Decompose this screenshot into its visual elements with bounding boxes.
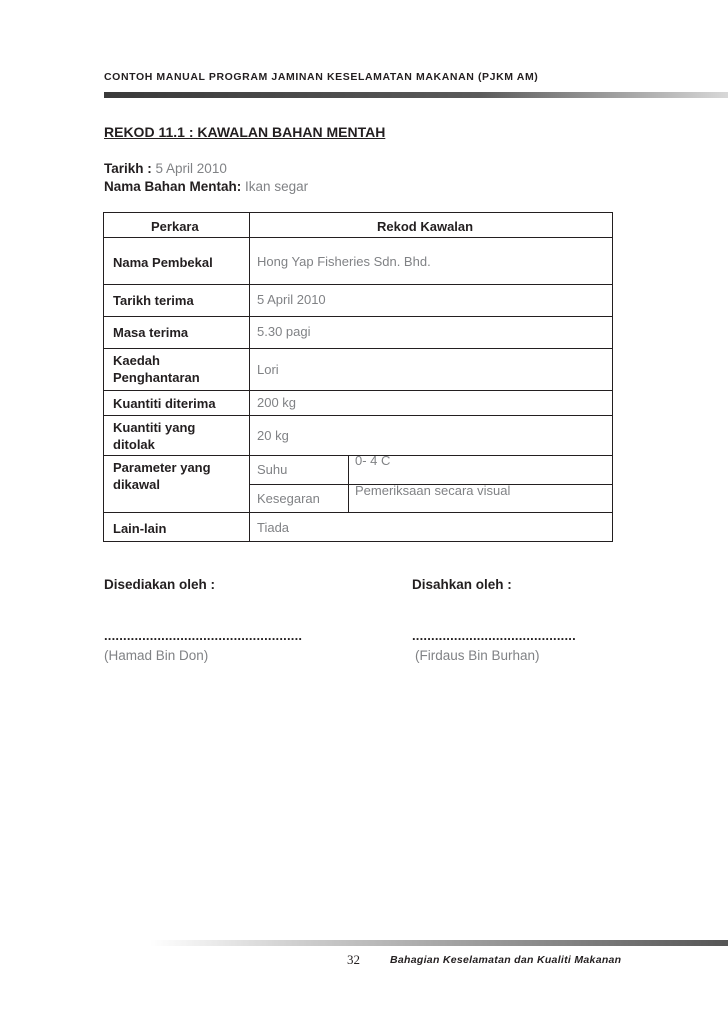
approved-by-label: Disahkan oleh : (412, 577, 512, 592)
param-freshness: Kesegaran (257, 491, 320, 506)
header-perkara: Perkara (151, 219, 199, 234)
material-line (104, 179, 308, 194)
row-value-delivery-method: Lori (257, 362, 279, 377)
page-number: 32 (347, 952, 360, 967)
header-rekod-kawalan: Rekod Kawalan (377, 219, 474, 234)
param-freshness-value: Pemeriksaan secara visual (355, 483, 511, 498)
header-rule (104, 92, 728, 98)
row-label-received-time: Masa terima (113, 325, 189, 340)
row-label-received-date: Tarikh terima (113, 293, 194, 308)
record-title: REKOD 11.1 : KAWALAN BAHAN MENTAH (104, 124, 386, 140)
row-value-received-time: 5.30 pagi (257, 324, 311, 339)
row-label-quantity-rejected: Kuantiti yang ditolak (113, 420, 196, 452)
row-value-others: Tiada (257, 520, 290, 535)
footer-rule (150, 940, 728, 946)
param-temperature: Suhu (257, 462, 288, 477)
row-value-supplier: Hong Yap Fisheries Sdn. Bhd. (257, 254, 431, 269)
param-temperature-value: 0- 4 C (355, 453, 391, 468)
row-value-quantity-received: 200 kg (257, 395, 297, 410)
row-label-parameters: Parameter yang dikawal (113, 460, 211, 492)
prepared-by-name: (Hamad Bin Don) (104, 648, 209, 663)
control-table (103, 212, 613, 542)
row-value-received-date: 5 April 2010 (257, 292, 326, 307)
prepared-signature-line: .................................................... (104, 628, 303, 643)
prepared-by-label: Disediakan oleh : (104, 577, 216, 592)
row-value-quantity-rejected: 20 kg (257, 428, 289, 443)
document-header: CONTOH MANUAL PROGRAM JAMINAN KESELAMATAN MAKANAN (PJKM AM) (104, 71, 539, 83)
approved-signature-line: ........................................... (412, 628, 576, 643)
row-label-supplier: Nama Pembekal (113, 255, 213, 270)
footer-text: Bahagian Keselamatan dan Kualiti Makanan (390, 954, 622, 966)
date-value: 5 April 2010 (155, 161, 227, 176)
row-label-delivery-method: Kaedah Penghantaran (113, 353, 200, 385)
material-label: Nama Bahan Mentah: (104, 179, 242, 194)
date-label: Tarikh : (104, 161, 152, 176)
row-label-quantity-received: Kuantiti diterima (113, 396, 216, 411)
date-line (104, 161, 227, 176)
material-value: Ikan segar (245, 179, 309, 194)
row-label-others: Lain-lain (113, 521, 167, 536)
approved-by-name: (Firdaus Bin Burhan) (415, 648, 540, 663)
